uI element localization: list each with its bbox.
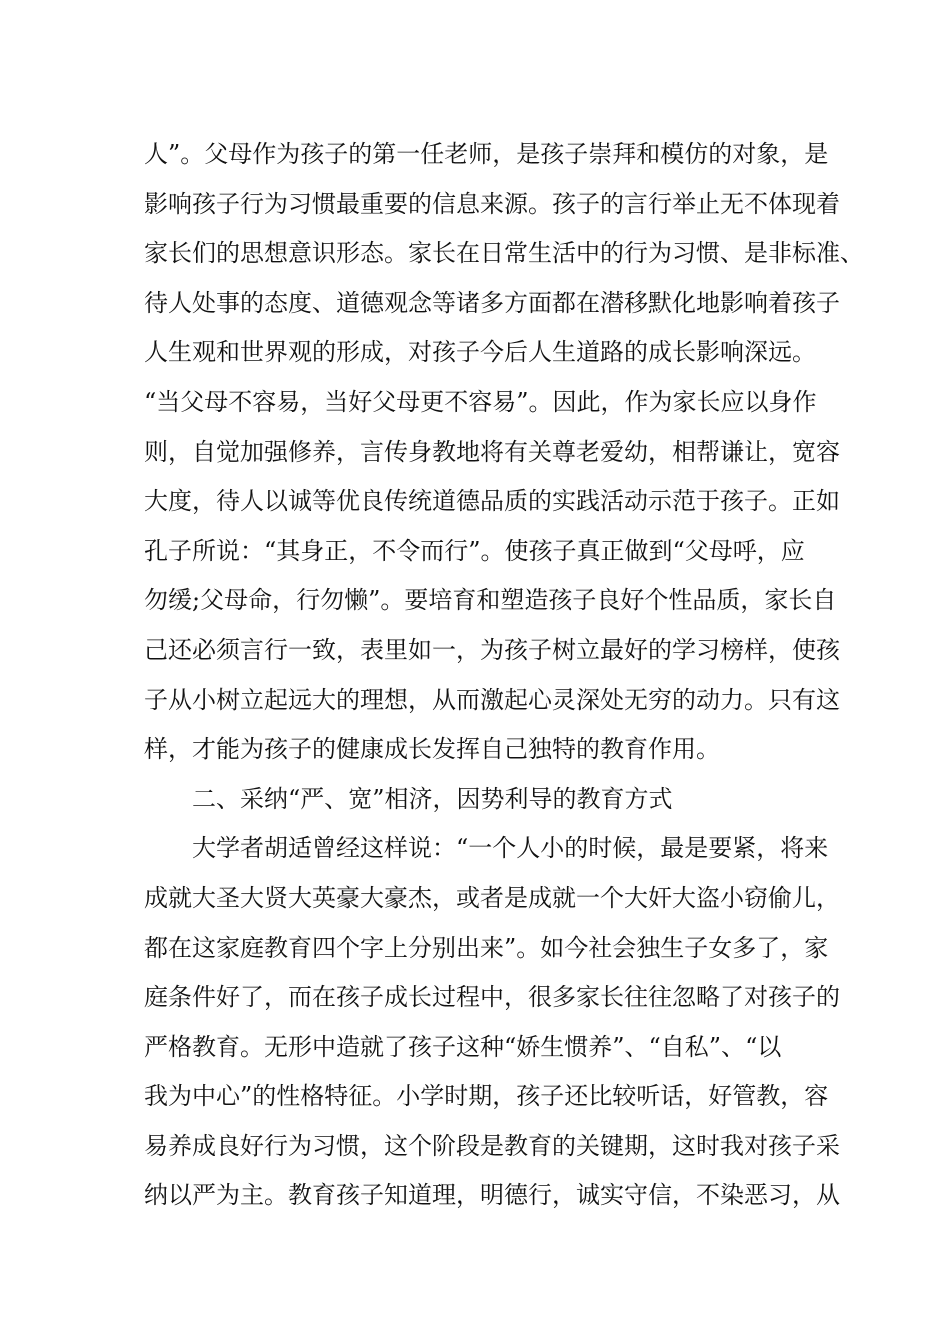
text-line: 待人处事的态度、道德观念等诸多方面都在潜移默化地影响着孩子	[144, 288, 840, 317]
text-line: 孔子所说：“其身正，不令而行”。使孩子真正做到“父母呼，应	[144, 536, 805, 565]
text-line: “当父母不容易，当好父母更不容易”。因此，作为家长应以身作	[144, 387, 817, 416]
text-line: 影响孩子行为习惯最重要的信息来源。孩子的言行举止无不体现着	[144, 189, 840, 218]
body-text	[144, 130, 864, 1221]
text-line: 子从小树立起远大的理想，从而激起心灵深处无穷的动力。只有这	[144, 685, 840, 714]
text-line: 纳以严为主。教育孩子知道理，明德行，诚实守信，不染恶习，从	[144, 1181, 840, 1210]
text-line: 己还必须言行一致，表里如一，为孩子树立最好的学习榜样，使孩	[144, 635, 840, 664]
text-line: 易养成良好行为习惯，这个阶段是教育的关键期，这时我对孩子采	[144, 1131, 840, 1160]
text-line: 我为中心”的性格特征。小学时期，孩子还比较听话，好管教，容	[144, 1082, 829, 1111]
text-line: 家长们的思想意识形态。家长在日常生活中的行为习惯、是非标准、	[144, 239, 864, 268]
text-line: 样，才能为孩子的健康成长发挥自己独特的教育作用。	[144, 735, 720, 764]
text-line: 成就大圣大贤大英豪大豪杰，或者是成就一个大奸大盗小窃偷儿，	[144, 883, 840, 912]
text-line: 大度，待人以诚等优良传统道德品质的实践活动示范于孩子。正如	[144, 487, 840, 516]
text-line: 勿缓;父母命，行勿懒”。要培育和塑造孩子良好个性品质，家长自	[144, 586, 837, 615]
text-line: 都在这家庭教育四个字上分别出来”。如今社会独生子女多了，家	[144, 933, 829, 962]
text-line: 严格教育。无形中造就了孩子这种“娇生惯养”、“自私”、“以	[144, 1032, 782, 1061]
section-heading: 二、采纳“严、宽”相济，因势利导的教育方式	[192, 784, 673, 813]
text-line: 人生观和世界观的形成，对孩子今后人生道路的成长影响深远。	[144, 338, 816, 367]
paragraph-first-line: 大学者胡适曾经这样说：“一个人小的时候，最是要紧，将来	[192, 834, 829, 863]
text-line: 人”。父母作为孩子的第一任老师，是孩子崇拜和模仿的对象，是	[144, 140, 829, 168]
text-line: 庭条件好了，而在孩子成长过程中，很多家长往往忽略了对孩子的	[144, 983, 840, 1012]
text-line: 则，自觉加强修养，言传身教地将有关尊老爱幼，相帮谦让，宽容	[144, 437, 840, 466]
